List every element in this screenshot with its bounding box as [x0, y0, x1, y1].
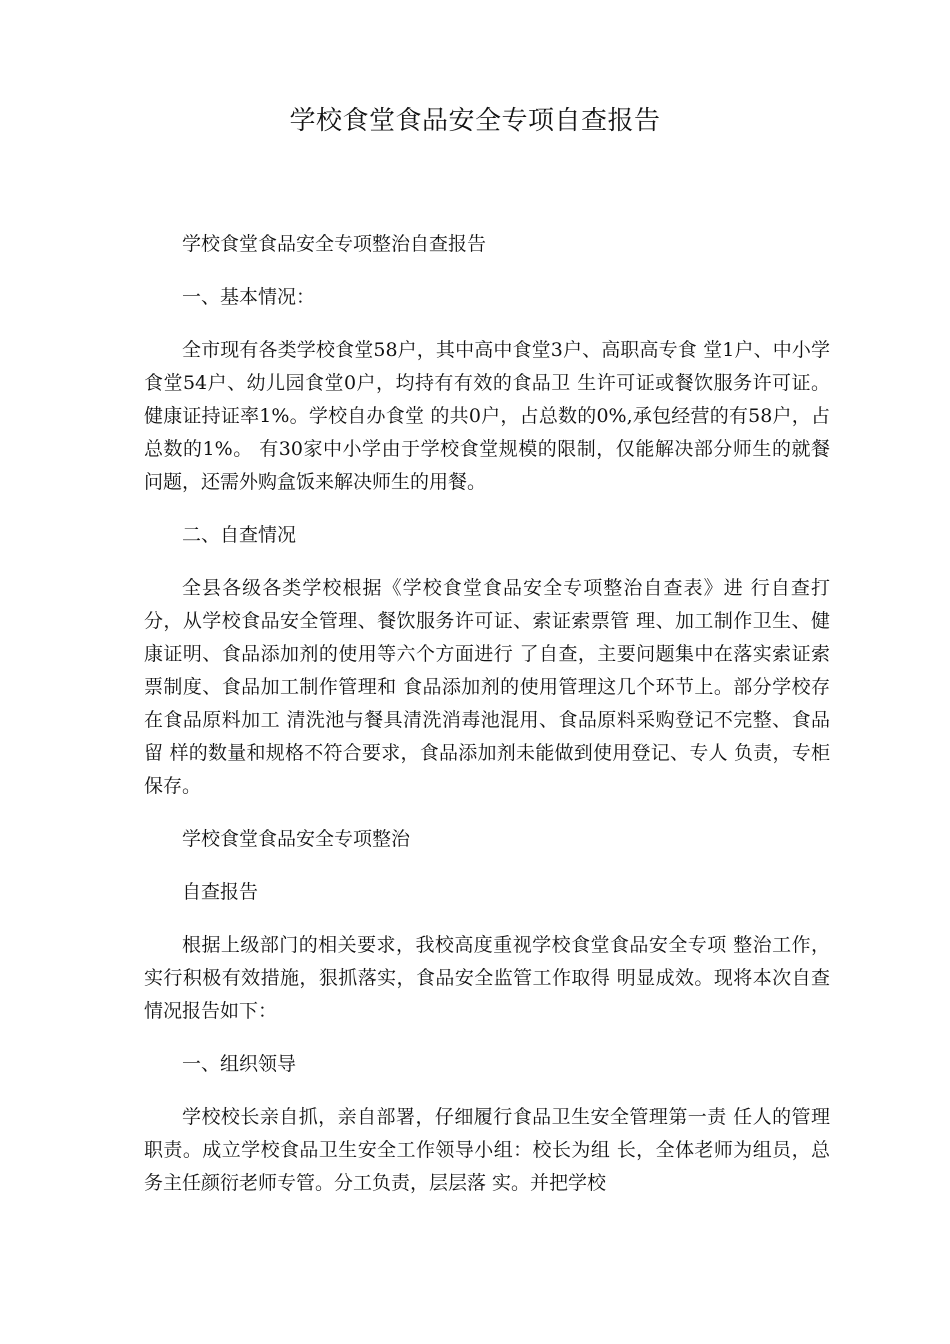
paragraph-organization: 学校校长亲自抓，亲自部署，仔细履行食品卫生安全管理第一责 任人的管理职责。成立学校食品卫生安全工作领导小组：校长为组 长，全体老师为组员，总务主任颜衍老师专管。分工负责，层层落 实。并把学校	[144, 1106, 830, 1194]
section-heading-basic-info: 一、基本情况：	[182, 286, 316, 308]
paragraph-introduction: 根据上级部门的相关要求，我校高度重视学校食堂食品安全专项 整治工作，实行积极有效措施，狠抓落实，食品安全监管工作取得 明显成效。现将本次自查情况报告如下：	[144, 934, 830, 1022]
section-heading-organization: 一、组织领导	[182, 1053, 297, 1075]
section-heading-self-check: 二、自查情况	[182, 524, 297, 546]
section-heading-special-rectification: 学校食堂食品安全专项整治	[182, 828, 411, 850]
paragraph-self-check: 全县各级各类学校根据《学校食堂食品安全专项整治自查表》进 行自查打分，从学校食品安全管理、餐饮服务许可证、索证索票管 理、加工制作卫生、健康证明、食品添加剂的使用等六个方面进行 了自查，主要问题集中在落实索证索票制度、食品加工制作管理和 食品添加剂的使用管理这几个环节上。部分学校存在食品原料加工 清洗池与餐具清洗消毒池混用、食品原料采购登记不完整、食品留 样的数量和规格不符合要求，食品添加剂未能做到使用登记、专人 负责，专柜保存。	[144, 577, 830, 797]
document-title: 学校食堂食品安全专项自查报告	[289, 106, 661, 136]
section-heading-self-check-report: 自查报告	[182, 881, 259, 903]
paragraph-subtitle: 学校食堂食品安全专项整治自查报告	[182, 233, 487, 255]
document-body	[144, 228, 830, 1220]
paragraph-basic-info: 全市现有各类学校食堂58户，其中高中食堂3户、高职高专食 堂1户、中小学食堂54户、幼儿园食堂0户，均持有有效的食品卫 生许可证或餐饮服务许可证。健康证持证率1%。学校自办食堂 的共0户，占总数的0%,承包经营的有58户，占总数的1%。 有30家中小学由于学校食堂规模的限制，仅能解决部分师生的就餐 问题，还需外购盒饭来解决师生的用餐。	[144, 339, 830, 493]
